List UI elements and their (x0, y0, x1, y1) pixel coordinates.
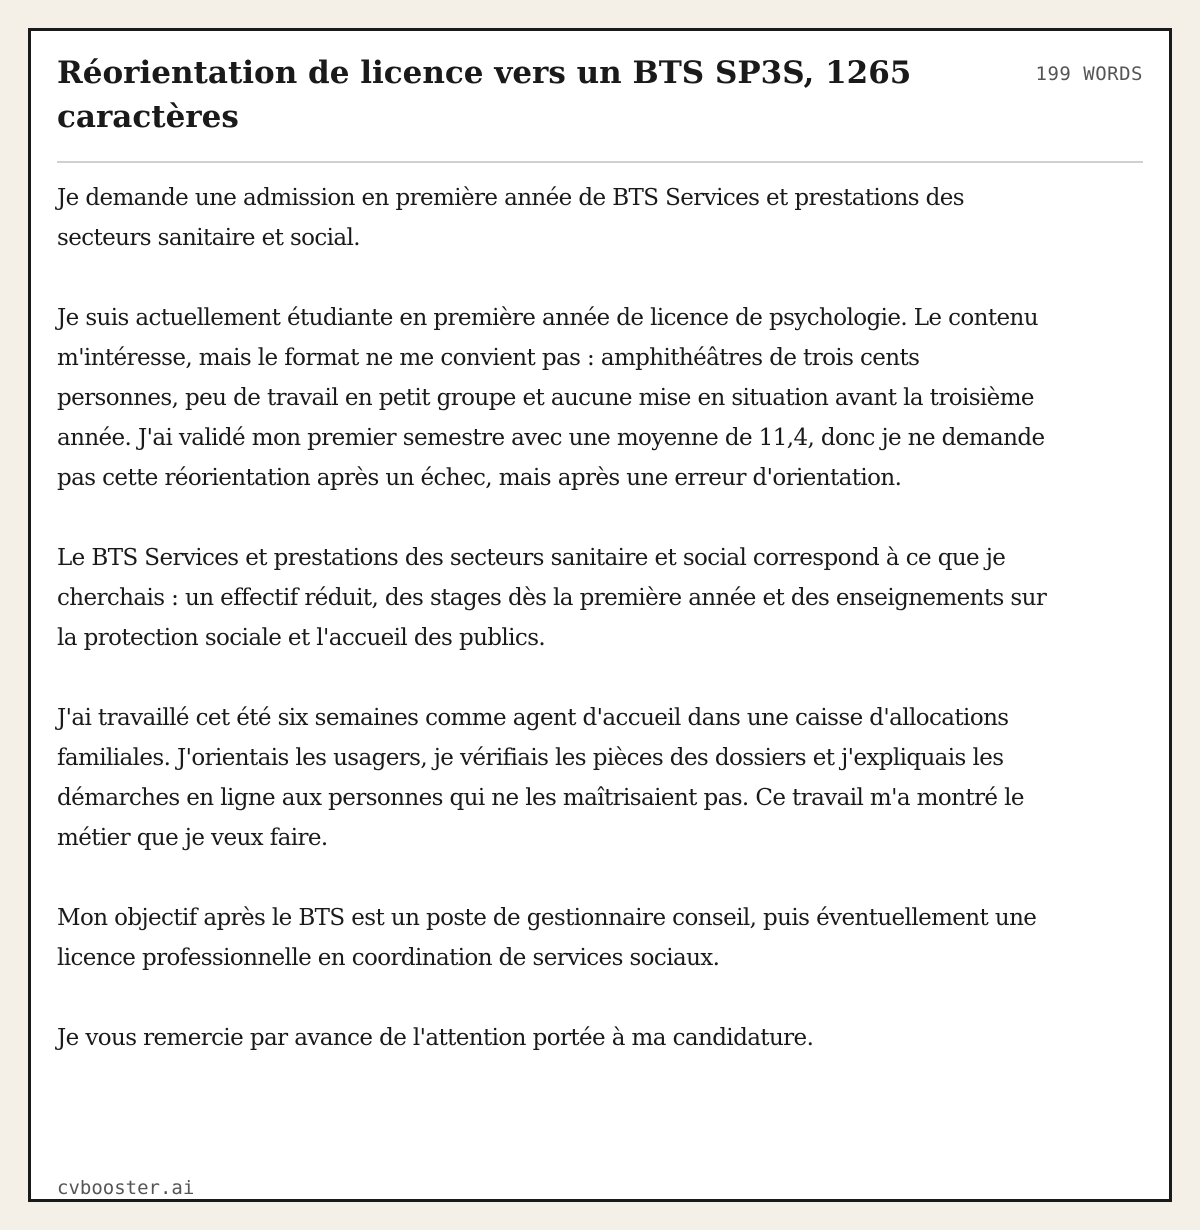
paragraph: Mon objectif après le BTS est un poste de gestionnaire conseil, puis éventuellement une licence professionnelle en coordination de services sociaux. (57, 905, 1037, 971)
paragraph: J'ai travaillé cet été six semaines comme agent d'accueil dans une caisse d'allocations familiales. J'orientais les usagers, je vérifiais les pièces des dossiers et j'expliquais les démarches en ligne aux personnes qui ne les maîtrisaient pas. Ce travail m'a montré le métier que je veux faire. (57, 705, 1024, 851)
paragraph: Je vous remercie par avance de l'attention portée à ma candidature. (57, 1025, 814, 1051)
footer-brand: cvbooster.ai (57, 1177, 195, 1199)
paragraph: Le BTS Services et prestations des secteurs sanitaire et social correspond à ce que je cherchais : un effectif réduit, des stages dès la première année et des enseignements sur la protection sociale et l'accueil des publics. (57, 545, 1047, 651)
document-body (57, 178, 1047, 1098)
paragraph: Je suis actuellement étudiante en première année de licence de psychologie. Le contenu m'intéresse, mais le format ne me convient pas : amphithéâtres de trois cents personnes, peu de travail en petit groupe et aucune mise en situation avant la troisième année. J'ai validé mon premier semestre avec une moyenne de 11,4, donc je ne demande pas cette réorientation après un échec, mais après une erreur d'orientation. (57, 305, 1045, 491)
document-card (28, 28, 1172, 1202)
document-title: Réorientation de licence vers un BTS SP3S, 1265 caractères (57, 55, 912, 135)
document-header (57, 51, 1143, 163)
paragraph: Je demande une admission en première année de BTS Services et prestations des secteurs sanitaire et social. (57, 185, 965, 251)
word-count-label: 199 WORDS (1035, 63, 1143, 85)
